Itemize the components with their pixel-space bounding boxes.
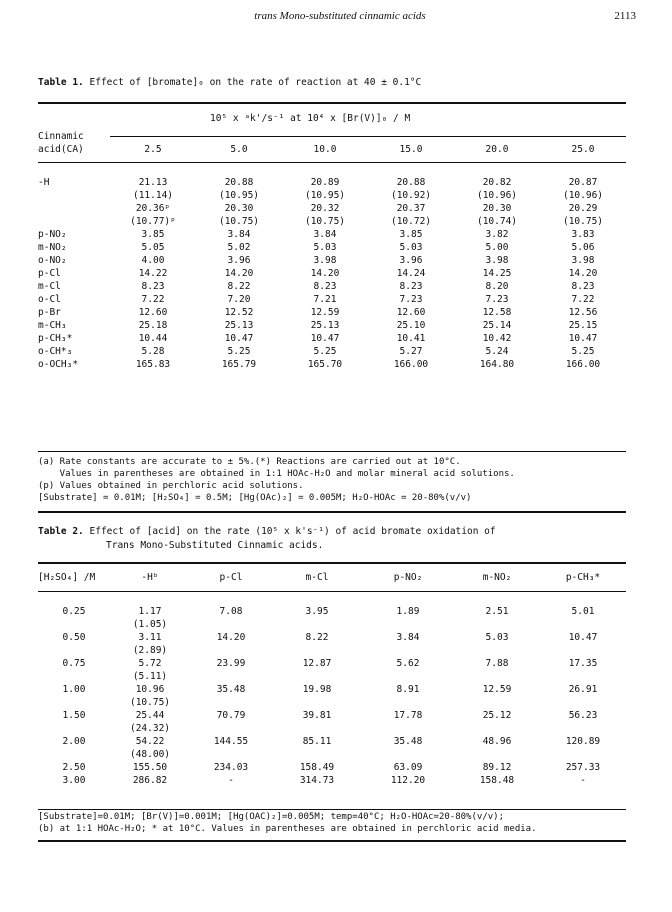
table1-acid-cell: m-Cl (38, 281, 61, 292)
table1-top-rule (38, 102, 626, 104)
table1-row (38, 280, 626, 293)
table1-row (38, 254, 626, 267)
table2-acid-conc-cell (38, 748, 110, 761)
table2-row (38, 670, 626, 683)
table1-value-cell: 3.96 (227, 255, 251, 266)
table2-value-cell: 54.22 (135, 736, 165, 747)
table2-value-cell (454, 696, 540, 709)
table1-row (38, 306, 626, 319)
table1-value-cell: 20.89 (310, 177, 340, 188)
table1-value-cell: 20.30 (224, 203, 254, 214)
table2-acid-conc-cell: 1.50 (62, 710, 86, 721)
table2-acid-conc-cell (38, 618, 110, 631)
table1-footnotes (38, 456, 638, 504)
table2-value-cell: 19.98 (302, 684, 332, 695)
table1-value-cell: 12.56 (568, 307, 598, 318)
table1-value-cell: 8.22 (227, 281, 251, 292)
table2-acid-conc-cell (38, 722, 110, 735)
table1-row (38, 267, 626, 280)
table2-acid-conc-cell: 0.75 (62, 658, 86, 669)
table2-acid-conc-cell: 3.00 (62, 775, 86, 786)
table1-acid-cell: m-NO₂ (38, 242, 67, 253)
table2-label: Table 2. (38, 526, 84, 537)
table1-acid-cell: o-NO₂ (38, 255, 67, 266)
table1-value-cell: 12.60 (396, 307, 426, 318)
table1-value-cell: 25.13 (224, 320, 254, 331)
table1-acid-cell: o-CH*₃ (38, 346, 73, 357)
table1-value-cell: 7.22 (141, 294, 165, 305)
table2-value-cell: 1.17 (138, 606, 162, 617)
table1-value-cell: 5.03 (399, 242, 423, 253)
table1-value-cell: 14.22 (138, 268, 168, 279)
table1-label: Table 1. (38, 77, 84, 88)
table2-top-rule (38, 562, 626, 564)
table2-value-cell: 63.09 (393, 762, 423, 773)
table2-value-cell: 314.73 (299, 775, 335, 786)
table2-value-cell: (24.32) (129, 723, 171, 734)
table1-value-cell: 5.02 (227, 242, 251, 253)
table2-value-cell: 48.96 (482, 736, 512, 747)
table2-value-cell: (48.00) (129, 749, 171, 760)
table1-value-cell: 12.59 (310, 307, 340, 318)
table1-value-cell: 14.20 (224, 268, 254, 279)
table1-acid-cell (38, 202, 110, 215)
table1-value-cell: 3.96 (399, 255, 423, 266)
table1-header-rule (38, 162, 626, 163)
table1-row (38, 189, 626, 202)
table1-value-cell: (10.74) (476, 216, 518, 227)
table1-column-header: 20.0 (485, 144, 509, 155)
table1-value-cell: 7.23 (485, 294, 509, 305)
table1-value-cell: 12.58 (482, 307, 512, 318)
table2-value-cell (540, 696, 626, 709)
table2-value-cell: 120.89 (565, 736, 601, 747)
table2-value-cell (190, 618, 272, 631)
table2-value-cell: 112.20 (390, 775, 426, 786)
table1-value-cell: 4.00 (141, 255, 165, 266)
table2-header-rule (38, 591, 626, 592)
table1-value-cell: 20.30 (482, 203, 512, 214)
table2-row (38, 605, 626, 618)
table2-value-cell: 8.91 (396, 684, 420, 695)
table2-value-cell: 1.89 (396, 606, 420, 617)
table1-column-header: 25.0 (571, 144, 595, 155)
table2-value-cell: 14.20 (216, 632, 246, 643)
table2-value-cell (272, 696, 362, 709)
table2-column-header: p-NO₂ (393, 572, 423, 583)
table1-end-rule (38, 511, 626, 513)
table1-group-header: 10⁵ x ᵃk'/s⁻¹ at 10⁴ x [Br(V)]₀ / M (210, 113, 411, 124)
table1-column-header: 2.5 (144, 144, 162, 155)
table2-value-cell (272, 618, 362, 631)
table2-value-cell: (1.05) (132, 619, 168, 630)
table2-value-cell: 17.35 (568, 658, 598, 669)
table1-bottom-rule (38, 451, 626, 452)
table2-value-cell: (2.89) (132, 645, 168, 656)
running-title: trans Mono-substituted cinnamic acids (254, 10, 426, 22)
table2-footnote-line: (b) at 1:1 HOAc-H₂O; * at 10°C. Values in parentheses are obtained in perchloric acid media. (38, 824, 537, 834)
table2-value-cell (190, 696, 272, 709)
table1-value-cell: 20.29 (568, 203, 598, 214)
table1-value-cell: 5.27 (399, 346, 423, 357)
table1-value-cell: 14.25 (482, 268, 512, 279)
table1-footnote-line: [Substrate] = 0.01M; [H₂SO₄] = 0.5M; [Hg(OAc)₂] = 0.005M; H₂O-HOAc = 20-80%(v/v) (38, 493, 472, 503)
table1-value-cell: 14.20 (568, 268, 598, 279)
table2-row (38, 683, 626, 696)
table2-value-cell: 5.01 (571, 606, 595, 617)
table1-value-cell: 10.47 (224, 333, 254, 344)
table1-value-cell: 3.85 (141, 229, 165, 240)
table1-value-cell: 7.22 (571, 294, 595, 305)
table1-value-cell: 5.03 (313, 242, 337, 253)
table2-value-cell: - (228, 775, 234, 786)
table2-value-cell: (10.75) (129, 697, 171, 708)
table1-value-cell: 165.83 (135, 359, 171, 370)
table2-column-header: m-NO₂ (482, 572, 512, 583)
table2-value-cell (190, 722, 272, 735)
table1-value-cell: 166.00 (565, 359, 601, 370)
table2-column-header: p-Cl (219, 572, 243, 583)
table1-value-cell: 3.98 (485, 255, 509, 266)
table1-value-cell: 20.32 (310, 203, 340, 214)
table1-column-header: 15.0 (399, 144, 423, 155)
table2-value-cell (190, 748, 272, 761)
table1-value-cell: 8.23 (571, 281, 595, 292)
table1-body (38, 176, 626, 371)
table1-acid-cell: o-OCH₃* (38, 359, 79, 370)
table2-value-cell (272, 644, 362, 657)
table2-value-cell: 70.79 (216, 710, 246, 721)
table2-row (38, 761, 626, 774)
table2-value-cell: 56.23 (568, 710, 598, 721)
page-header (0, 10, 672, 30)
table2-value-cell (454, 722, 540, 735)
table2-body (38, 605, 626, 787)
table2-value-cell: 155.50 (132, 762, 168, 773)
table1-footnote-line: Values in parentheses are obtained in 1:1 HOAc-H₂O and molar mineral acid solutions. (38, 469, 515, 479)
table2-value-cell: 3.84 (396, 632, 420, 643)
table2-row (38, 631, 626, 644)
table1-value-cell: 25.13 (310, 320, 340, 331)
table1-value-cell: 8.23 (313, 281, 337, 292)
table1-row (38, 345, 626, 358)
table2-value-cell: 35.48 (393, 736, 423, 747)
table1-value-cell: 25.10 (396, 320, 426, 331)
table1-value-cell: 14.20 (310, 268, 340, 279)
table2-value-cell (272, 670, 362, 683)
table2-row (38, 696, 626, 709)
table1-value-cell: 10.44 (138, 333, 168, 344)
table1-acid-cell: -H (38, 177, 50, 188)
table2-value-cell (540, 670, 626, 683)
table1-value-cell: 12.52 (224, 307, 254, 318)
table2-row (38, 774, 626, 787)
table2-footnotes (38, 811, 638, 835)
table1-value-cell: 14.24 (396, 268, 426, 279)
table2-value-cell: 39.81 (302, 710, 332, 721)
table2-acid-conc-cell: 2.50 (62, 762, 86, 773)
table1-value-cell: 166.00 (393, 359, 429, 370)
table1-acid-cell (38, 189, 110, 202)
table1-value-cell: 3.84 (227, 229, 251, 240)
table1-value-cell: 5.00 (485, 242, 509, 253)
table2-row (38, 644, 626, 657)
table2-column-header: -Hᵇ (141, 572, 159, 583)
table1-value-cell: 3.82 (485, 229, 509, 240)
table1-value-cell: 5.28 (141, 346, 165, 357)
table1-value-cell: 20.36ᵖ (135, 203, 171, 214)
table1-value-cell: 5.05 (141, 242, 165, 253)
table2-value-cell (540, 722, 626, 735)
table2-value-cell (190, 644, 272, 657)
table1-footnote-line: (a) Rate constants are accurate to ± 5%.(*) Reactions are carried out at 10°C. (38, 457, 461, 467)
table1-acid-cell: p-CH₃* (38, 333, 73, 344)
table2-value-cell: 234.03 (213, 762, 249, 773)
table2-value-cell: 10.96 (135, 684, 165, 695)
table2-caption-line2: Trans Mono-Substituted Cinnamic acids. (106, 540, 324, 551)
table2-value-cell: 89.12 (482, 762, 512, 773)
table2-value-cell (362, 670, 454, 683)
table1-acid-cell: p-NO₂ (38, 229, 67, 240)
table2-value-cell: 2.51 (485, 606, 509, 617)
table2-footnote-line: [Substrate]=0.01M; [Br(V)]=0.001M; [Hg(OAC)₂]=0.005M; temp=40°C; H₂O-HOAc=20-80%(v/v); (38, 812, 504, 822)
table1-row (38, 202, 626, 215)
table1-value-cell: 12.60 (138, 307, 168, 318)
table2-value-cell: 286.82 (132, 775, 168, 786)
table1-value-cell: 7.20 (227, 294, 251, 305)
table1-value-cell: (10.92) (390, 190, 432, 201)
table1-acid-cell: m-CH₃ (38, 320, 67, 331)
table2-value-cell: - (580, 775, 586, 786)
table2-caption-line1: Effect of [acid] on the rate (10⁵ x k's⁻¹) of acid bromate oxidation of (89, 526, 496, 537)
table2-value-cell (540, 748, 626, 761)
table1-value-cell: 8.20 (485, 281, 509, 292)
table2-value-cell (362, 618, 454, 631)
table2-column-header: [H₂SO₄] /M (38, 572, 96, 583)
table1-value-cell: 21.13 (138, 177, 168, 188)
table1-value-cell: 3.85 (399, 229, 423, 240)
table2-value-cell: 257.33 (565, 762, 601, 773)
table2-value-cell: 17.78 (393, 710, 423, 721)
table1-value-cell: 25.15 (568, 320, 598, 331)
table1-column-header: 10.0 (313, 144, 337, 155)
table1-acid-cell (38, 215, 110, 228)
table2-value-cell: 85.11 (302, 736, 332, 747)
table1-value-cell: 25.14 (482, 320, 512, 331)
table1-value-cell: 3.84 (313, 229, 337, 240)
table2-value-cell: 25.44 (135, 710, 165, 721)
table1-value-cell: 3.98 (571, 255, 595, 266)
table2-value-cell: 5.72 (138, 658, 162, 669)
table1-value-cell: (10.77)ᵖ (130, 216, 176, 227)
table2-value-cell (540, 644, 626, 657)
table2-value-cell: 8.22 (305, 632, 329, 643)
table2-row (38, 709, 626, 722)
table2-column-header: p-CH₃* (565, 572, 601, 583)
table1-acid-cell: o-Cl (38, 294, 61, 305)
table2-value-cell: 25.12 (482, 710, 512, 721)
table1-value-cell: 20.88 (224, 177, 254, 188)
table1-value-cell: (10.95) (218, 190, 260, 201)
table1-row (38, 215, 626, 228)
table1-row-header-2: acid(CA) (38, 144, 84, 155)
table1-caption-text: Effect of [bromate]₀ on the rate of reaction at 40 ± 0.1°C (89, 77, 422, 88)
table1-value-cell: 5.06 (571, 242, 595, 253)
table1-value-cell: 25.18 (138, 320, 168, 331)
table2-value-cell (272, 748, 362, 761)
table1-value-cell: 165.79 (221, 359, 257, 370)
table1-value-cell: 20.37 (396, 203, 426, 214)
table1-value-cell: 5.25 (227, 346, 251, 357)
table2-bottom-rule (38, 809, 626, 810)
table2-value-cell (272, 722, 362, 735)
table1-value-cell: (10.96) (562, 190, 604, 201)
table2-row (38, 722, 626, 735)
table1-value-cell: (11.14) (132, 190, 174, 201)
table2-acid-conc-cell (38, 696, 110, 709)
table2-value-cell: 12.87 (302, 658, 332, 669)
table2-row (38, 748, 626, 761)
table1-acid-cell: p-Br (38, 307, 61, 318)
table1-row (38, 319, 626, 332)
table2-acid-conc-cell: 0.25 (62, 606, 86, 617)
table2-value-cell (454, 748, 540, 761)
table2-value-cell: 23.99 (216, 658, 246, 669)
table2-value-cell (362, 644, 454, 657)
table2-acid-conc-cell: 0.50 (62, 632, 86, 643)
table2-column-header: m-Cl (305, 572, 329, 583)
table1-column-header: 5.0 (230, 144, 248, 155)
table1-acid-cell: p-Cl (38, 268, 61, 279)
table1-value-cell: 164.80 (479, 359, 515, 370)
table1-value-cell: 7.21 (313, 294, 337, 305)
table2-value-cell (454, 670, 540, 683)
table1-row-header-1: Cinnamic (38, 131, 84, 142)
table1-value-cell: (10.75) (304, 216, 346, 227)
table2-acid-conc-cell: 1.00 (62, 684, 86, 695)
table1-value-cell: (10.75) (562, 216, 604, 227)
table2-value-cell (362, 696, 454, 709)
table1-value-cell: 3.83 (571, 229, 595, 240)
table2-value-cell (454, 618, 540, 631)
table1-value-cell: 10.41 (396, 333, 426, 344)
table1-row (38, 228, 626, 241)
table2-row (38, 735, 626, 748)
table2-value-cell (362, 748, 454, 761)
table2-value-cell (362, 722, 454, 735)
table2-value-cell: (5.11) (132, 671, 168, 682)
table1-value-cell: 8.23 (399, 281, 423, 292)
table2-caption (38, 525, 638, 538)
table2-value-cell: 144.55 (213, 736, 249, 747)
table1-row (38, 358, 626, 371)
table2-value-cell: 158.49 (299, 762, 335, 773)
table2-column-headers (38, 571, 626, 584)
table1-value-cell: 5.25 (313, 346, 337, 357)
table1-footnote-line: (p) Values obtained in perchloric acid solutions. (38, 481, 304, 491)
table1-value-cell: 20.87 (568, 177, 598, 188)
table1-column-headers (38, 143, 626, 156)
table1-header-spacer (38, 143, 110, 156)
page-number: 2113 (614, 10, 636, 22)
table2-value-cell (190, 670, 272, 683)
table1-row (38, 332, 626, 345)
table1-caption (38, 76, 638, 89)
table1-value-cell: 10.42 (482, 333, 512, 344)
table1-value-cell: 3.98 (313, 255, 337, 266)
table2-value-cell: 5.62 (396, 658, 420, 669)
table1-row (38, 293, 626, 306)
table2-acid-conc-cell (38, 644, 110, 657)
table1-value-cell: (10.96) (476, 190, 518, 201)
table2-acid-conc-cell: 2.00 (62, 736, 86, 747)
table2-value-cell: 7.08 (219, 606, 243, 617)
table2-row (38, 657, 626, 670)
table2-value-cell: 3.11 (138, 632, 162, 643)
table1-value-cell: 10.47 (310, 333, 340, 344)
table2-row (38, 618, 626, 631)
table1-value-cell: 165.70 (307, 359, 343, 370)
table2-value-cell: 158.48 (479, 775, 515, 786)
table2-value-cell (540, 618, 626, 631)
table1-value-cell: (10.75) (218, 216, 260, 227)
table1-value-cell: (10.95) (304, 190, 346, 201)
table1-value-cell: 20.88 (396, 177, 426, 188)
table1-value-cell: 10.47 (568, 333, 598, 344)
table1-value-cell: 5.25 (571, 346, 595, 357)
table1-value-cell: 5.24 (485, 346, 509, 357)
table1-value-cell: 20.82 (482, 177, 512, 188)
table2-value-cell (454, 644, 540, 657)
table1-value-cell: (10.72) (390, 216, 432, 227)
table2-value-cell: 7.88 (485, 658, 509, 669)
table2-value-cell: 10.47 (568, 632, 598, 643)
table2-value-cell: 35.48 (216, 684, 246, 695)
table1-value-cell: 8.23 (141, 281, 165, 292)
table1-value-cell: 7.23 (399, 294, 423, 305)
table2-end-rule (38, 840, 626, 842)
table2-value-cell: 12.59 (482, 684, 512, 695)
table2-value-cell: 5.03 (485, 632, 509, 643)
table2-acid-conc-cell (38, 670, 110, 683)
table2-value-cell: 26.91 (568, 684, 598, 695)
table1-row (38, 176, 626, 189)
table2-value-cell: 3.95 (305, 606, 329, 617)
table1-row (38, 241, 626, 254)
